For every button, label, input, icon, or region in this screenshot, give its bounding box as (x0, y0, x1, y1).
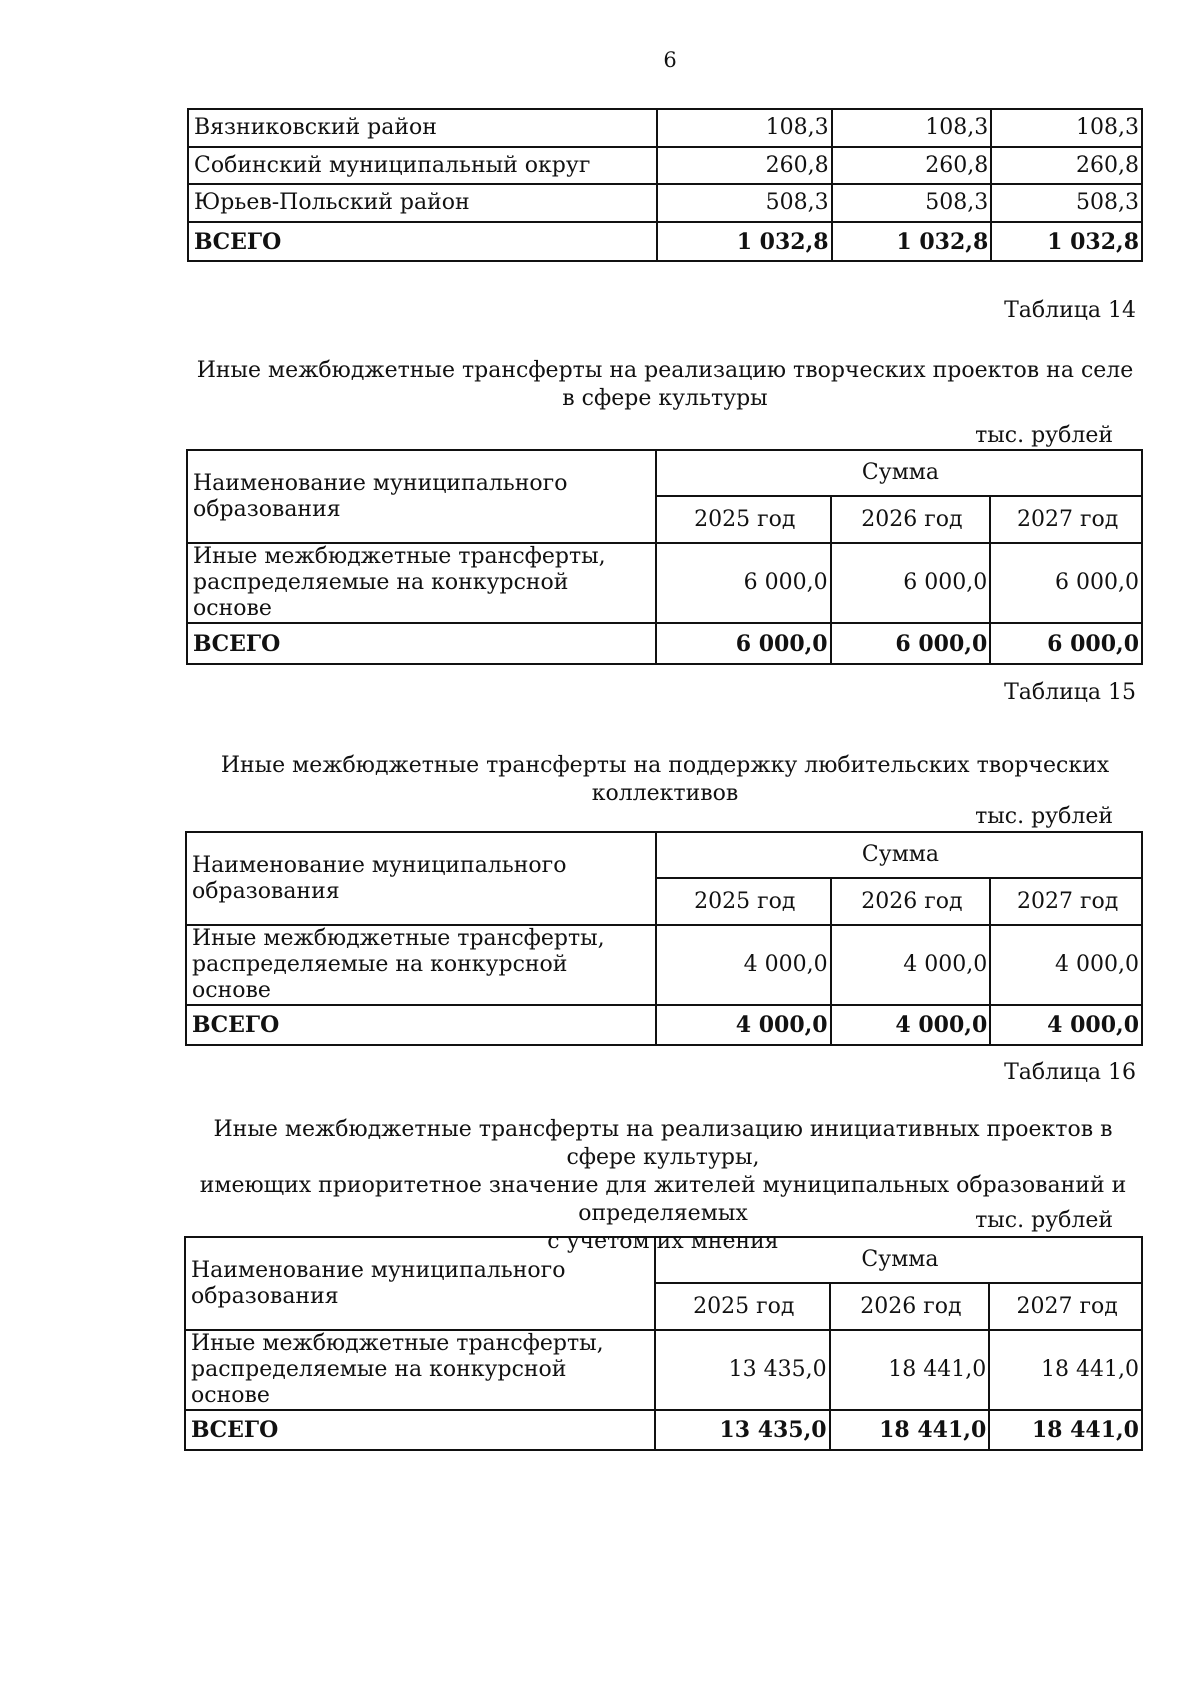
row-name (187, 543, 656, 623)
table-16-title (178, 1116, 1148, 1256)
value-2026: 260,8 (832, 147, 992, 184)
header-name: Наименование муниципального образования (185, 1237, 655, 1330)
value-2025: 508,3 (657, 184, 832, 222)
total-2026: 1 032,8 (832, 222, 992, 261)
value-2025: 260,8 (657, 147, 832, 184)
table-15-title (175, 752, 1155, 808)
table-row (188, 147, 1142, 184)
value-2025: 6 000,0 (656, 543, 831, 623)
value-2026: 18 441,0 (830, 1330, 990, 1410)
value-2026: 6 000,0 (831, 543, 991, 623)
header-name: Наименование муниципального образования (187, 450, 656, 543)
total-2025: 4 000,0 (656, 1005, 831, 1045)
table-header-row (185, 1237, 1142, 1283)
table-15-units: тыс. рублей (975, 804, 1113, 829)
value-2025: 13 435,0 (655, 1330, 830, 1410)
row-name (186, 925, 656, 1005)
total-row (187, 623, 1142, 664)
table-14-title (185, 357, 1145, 413)
total-label: ВСЕГО (187, 623, 656, 664)
table-14-label: Таблица 14 (1004, 298, 1136, 323)
table-16-label: Таблица 16 (1004, 1060, 1136, 1085)
table-14-title-line: Иные межбюджетные трансферты на реализацию творческих проектов на селе (196, 358, 1134, 383)
value-2027: 260,8 (991, 147, 1142, 184)
row-name: Вязниковский район (188, 109, 657, 147)
table-row (186, 925, 1142, 1005)
table-header-row (186, 832, 1142, 878)
value-2025: 108,3 (657, 109, 832, 147)
row-name: Юрьев-Польский район (188, 184, 657, 222)
table-row (188, 184, 1142, 222)
header-name: Наименование муниципального образования (186, 832, 656, 925)
total-2025: 1 032,8 (657, 222, 832, 261)
header-sum: Сумма (655, 1237, 1142, 1283)
row-name (185, 1330, 655, 1410)
row-name-line: Иные межбюджетные трансферты, (191, 1331, 604, 1356)
table-16-title-line: имеющих приоритетное значение для жителей муниципальных образований и определяемых (199, 1173, 1127, 1226)
total-2025: 6 000,0 (656, 623, 831, 664)
header-year-2027: 2027 год (989, 1283, 1142, 1330)
header-year-2025: 2025 год (656, 878, 831, 925)
table-row (188, 109, 1142, 147)
header-sum: Сумма (656, 450, 1142, 496)
value-2026: 108,3 (832, 109, 992, 147)
table-14-units: тыс. рублей (975, 423, 1113, 448)
table-15-label: Таблица 15 (1004, 680, 1136, 705)
total-2027: 1 032,8 (991, 222, 1142, 261)
total-label: ВСЕГО (188, 222, 657, 261)
table-row (185, 1330, 1142, 1410)
total-label: ВСЕГО (185, 1410, 655, 1450)
total-label: ВСЕГО (186, 1005, 656, 1045)
table-15 (185, 831, 1143, 1046)
header-year-2027: 2027 год (990, 496, 1142, 543)
table-16-title-line: Иные межбюджетные трансферты на реализацию инициативных проектов в сфере культуры, (213, 1117, 1113, 1170)
row-name-line: Иные межбюджетные трансферты, (193, 544, 606, 569)
page-number: 6 (663, 48, 677, 72)
header-year-2026: 2026 год (831, 496, 991, 543)
row-name: Собинский муниципальный округ (188, 147, 657, 184)
value-2026: 4 000,0 (831, 925, 991, 1005)
table-top-continuation (187, 108, 1143, 262)
total-2027: 6 000,0 (990, 623, 1142, 664)
total-2025: 13 435,0 (655, 1410, 830, 1450)
row-name-line: распределяемые на конкурсной основе (191, 1357, 567, 1408)
total-row (188, 222, 1142, 261)
table-header-row (187, 450, 1142, 496)
total-row (186, 1005, 1142, 1045)
value-2027: 508,3 (991, 184, 1142, 222)
header-year-2025: 2025 год (656, 496, 831, 543)
total-2026: 18 441,0 (830, 1410, 990, 1450)
table-row (187, 543, 1142, 623)
table-16-title-line: с учетом их мнения (547, 1229, 779, 1254)
row-name-line: Иные межбюджетные трансферты, (192, 926, 605, 951)
value-2027: 4 000,0 (990, 925, 1142, 1005)
header-year-2027: 2027 год (990, 878, 1142, 925)
header-year-2026: 2026 год (830, 1283, 990, 1330)
total-row (185, 1410, 1142, 1450)
header-year-2025: 2025 год (655, 1283, 830, 1330)
row-name-line: распределяемые на конкурсной основе (192, 952, 568, 1003)
table-16 (184, 1236, 1143, 1451)
total-2027: 4 000,0 (990, 1005, 1142, 1045)
total-2026: 4 000,0 (831, 1005, 991, 1045)
value-2027: 108,3 (991, 109, 1142, 147)
header-sum: Сумма (656, 832, 1142, 878)
table-15-title-line: Иные межбюджетные трансферты на поддержку любительских творческих коллективов (220, 753, 1110, 806)
header-year-2026: 2026 год (831, 878, 991, 925)
table-14 (186, 449, 1143, 665)
row-name-line: распределяемые на конкурсной основе (193, 570, 569, 621)
value-2027: 6 000,0 (990, 543, 1142, 623)
total-2026: 6 000,0 (831, 623, 991, 664)
table-14-title-line: в сфере культуры (562, 386, 768, 411)
value-2027: 18 441,0 (989, 1330, 1142, 1410)
value-2026: 508,3 (832, 184, 992, 222)
total-2027: 18 441,0 (989, 1410, 1142, 1450)
value-2025: 4 000,0 (656, 925, 831, 1005)
table-16-units: тыс. рублей (975, 1208, 1113, 1233)
